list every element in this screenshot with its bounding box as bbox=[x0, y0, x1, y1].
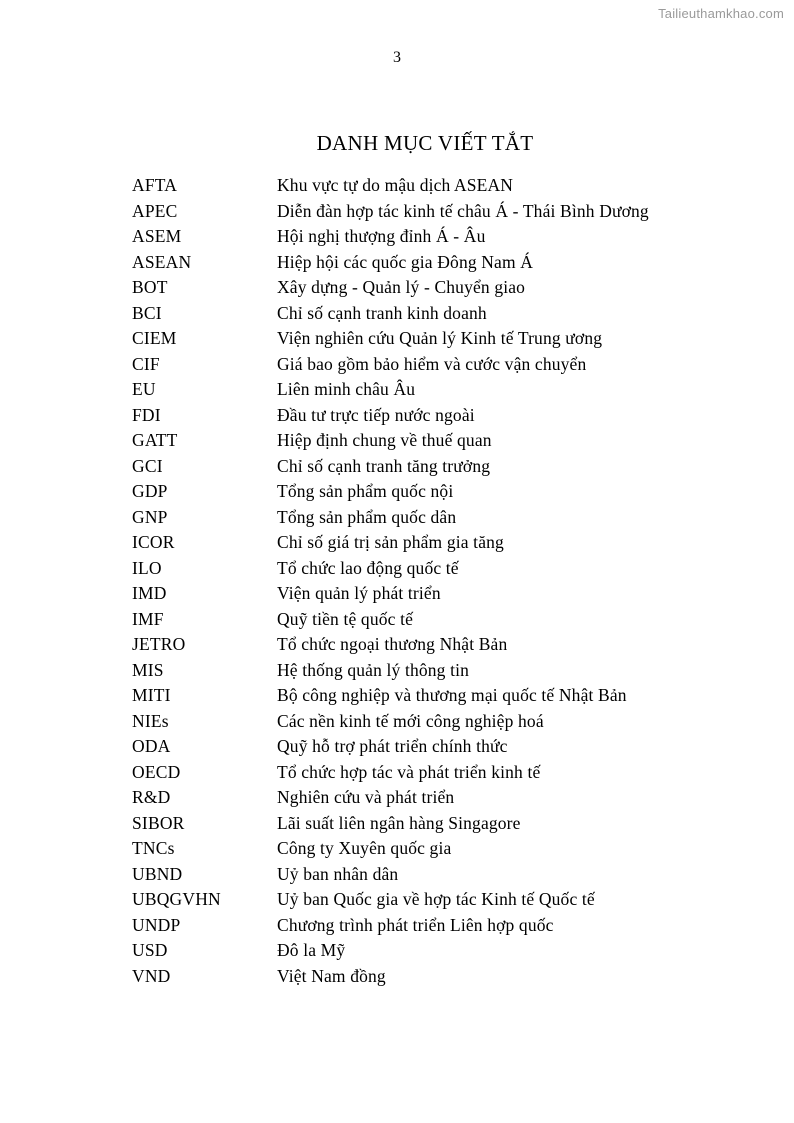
abbreviation-code: IMF bbox=[132, 608, 164, 629]
abbreviation-meaning: Uỷ ban nhân dân bbox=[277, 863, 399, 884]
abbreviation-meaning: Việt Nam đồng bbox=[277, 965, 386, 986]
abbreviation-row bbox=[132, 301, 772, 327]
abbreviation-row bbox=[132, 734, 772, 760]
page-title: DANH MỤC VIẾT TẮT bbox=[316, 131, 534, 155]
abbreviation-row bbox=[132, 632, 772, 658]
abbreviation-meaning: Viện quản lý phát triển bbox=[277, 583, 441, 603]
abbreviation-row bbox=[132, 785, 772, 811]
abbreviation-row bbox=[132, 377, 772, 403]
abbreviation-row bbox=[132, 530, 772, 556]
abbreviation-meaning: Đầu tư trực tiếp nước ngoài bbox=[277, 404, 475, 425]
abbreviation-code: MITI bbox=[132, 685, 171, 705]
abbreviation-row bbox=[132, 964, 772, 990]
abbreviation-row bbox=[132, 250, 772, 276]
abbreviation-row bbox=[132, 836, 772, 862]
abbreviation-row bbox=[132, 760, 772, 786]
abbreviation-row bbox=[132, 428, 772, 454]
abbreviation-row bbox=[132, 479, 772, 505]
abbreviation-code: UBQGVHN bbox=[132, 889, 221, 909]
abbreviation-meaning: Tổng sản phẩm quốc dân bbox=[277, 506, 457, 527]
abbreviation-row bbox=[132, 352, 772, 378]
abbreviation-code: AFTA bbox=[132, 175, 178, 195]
abbreviation-code: CIEM bbox=[132, 328, 177, 348]
abbreviation-meaning: Tổ chức hợp tác và phát triển kinh tế bbox=[277, 761, 541, 782]
abbreviation-code: FDI bbox=[132, 404, 161, 425]
abbreviation-row bbox=[132, 199, 772, 225]
abbreviation-code: GATT bbox=[132, 430, 178, 450]
page-number: 3 bbox=[393, 49, 401, 66]
abbreviation-code: BCI bbox=[132, 302, 162, 323]
abbreviation-meaning: Khu vực tự do mậu dịch ASEAN bbox=[277, 175, 514, 195]
abbreviation-row bbox=[132, 454, 772, 480]
abbreviation-meaning: Quỹ hỗ trợ phát triển chính thức bbox=[277, 736, 508, 756]
abbreviation-code: EU bbox=[132, 379, 156, 399]
abbreviation-code: TNCs bbox=[132, 838, 175, 858]
abbreviation-code: R&D bbox=[132, 787, 171, 807]
abbreviation-meaning: Hiệp hội các quốc gia Đông Nam Á bbox=[277, 251, 534, 272]
watermark-text: Tailieuthamkhao.com bbox=[658, 6, 784, 21]
abbreviation-row bbox=[132, 938, 772, 964]
abbreviation-code: ILO bbox=[132, 557, 162, 578]
abbreviation-code: CIF bbox=[132, 353, 160, 374]
abbreviation-meaning: Hệ thống quản lý thông tin bbox=[277, 659, 470, 680]
abbreviation-row bbox=[132, 658, 772, 684]
abbreviation-code: USD bbox=[132, 940, 168, 960]
abbreviation-meaning: Các nền kinh tế mới công nghiệp hoá bbox=[277, 710, 544, 731]
abbreviation-meaning: Công ty Xuyên quốc gia bbox=[277, 838, 452, 858]
abbreviation-meaning: Tổng sản phẩm quốc nội bbox=[277, 481, 454, 501]
abbreviation-row bbox=[132, 709, 772, 735]
abbreviation-meaning: Liên minh châu Âu bbox=[277, 379, 416, 399]
abbreviation-code: SIBOR bbox=[132, 812, 185, 833]
abbreviation-meaning: Chỉ số cạnh tranh kinh doanh bbox=[277, 302, 487, 323]
abbreviation-code: ICOR bbox=[132, 532, 175, 552]
abbreviation-row bbox=[132, 581, 772, 607]
abbreviation-meaning: Diễn đàn hợp tác kinh tế châu Á - Thái Bình Dương bbox=[277, 200, 649, 221]
abbreviation-meaning: Bộ công nghiệp và thương mại quốc tế Nhật Bản bbox=[277, 685, 627, 705]
abbreviation-row bbox=[132, 403, 772, 429]
abbreviation-code: VND bbox=[132, 965, 171, 986]
abbreviation-code: ASEM bbox=[132, 226, 182, 246]
abbreviation-meaning: Tổ chức ngoại thương Nhật Bản bbox=[277, 634, 508, 654]
abbreviation-meaning: Hiệp định chung về thuế quan bbox=[277, 430, 492, 450]
abbreviation-row bbox=[132, 173, 772, 199]
abbreviation-code: UNDP bbox=[132, 914, 181, 935]
abbreviation-code: MIS bbox=[132, 659, 164, 680]
abbreviation-meaning: Nghiên cứu và phát triển bbox=[277, 787, 455, 807]
abbreviation-meaning: Lãi suất liên ngân hàng Singagore bbox=[277, 812, 521, 833]
abbreviation-meaning: Uỷ ban Quốc gia về hợp tác Kinh tế Quốc tế bbox=[277, 889, 595, 909]
abbreviation-code: OECD bbox=[132, 761, 181, 782]
abbreviation-row bbox=[132, 275, 772, 301]
abbreviation-code: APEC bbox=[132, 200, 178, 221]
abbreviation-code: ASEAN bbox=[132, 251, 192, 272]
abbreviation-row bbox=[132, 683, 772, 709]
abbreviation-row bbox=[132, 913, 772, 939]
abbreviation-meaning: Chương trình phát triển Liên hợp quốc bbox=[277, 914, 554, 935]
abbreviation-meaning: Giá bao gồm bảo hiểm và cước vận chuyển bbox=[277, 353, 587, 374]
abbreviation-list bbox=[132, 173, 772, 989]
abbreviation-row bbox=[132, 607, 772, 633]
abbreviation-meaning: Đô la Mỹ bbox=[277, 940, 346, 960]
abbreviation-row bbox=[132, 224, 772, 250]
abbreviation-row bbox=[132, 862, 772, 888]
abbreviation-code: BOT bbox=[132, 277, 168, 297]
abbreviation-code: GCI bbox=[132, 455, 163, 476]
abbreviation-row bbox=[132, 811, 772, 837]
abbreviation-meaning: Hội nghị thượng đỉnh Á - Âu bbox=[277, 226, 486, 246]
abbreviation-row bbox=[132, 505, 772, 531]
abbreviation-meaning: Chỉ số giá trị sản phẩm gia tăng bbox=[277, 532, 504, 552]
abbreviation-meaning: Tổ chức lao động quốc tế bbox=[277, 557, 459, 578]
abbreviation-code: UBND bbox=[132, 863, 183, 884]
abbreviation-code: NIEs bbox=[132, 710, 169, 731]
abbreviation-row bbox=[132, 326, 772, 352]
abbreviation-meaning: Viện nghiên cứu Quản lý Kinh tế Trung ương bbox=[277, 328, 603, 348]
abbreviation-code: JETRO bbox=[132, 634, 186, 654]
abbreviation-code: GNP bbox=[132, 506, 168, 527]
abbreviation-code: ODA bbox=[132, 736, 171, 756]
abbreviation-code: GDP bbox=[132, 481, 168, 501]
abbreviation-row bbox=[132, 556, 772, 582]
abbreviation-row bbox=[132, 887, 772, 913]
abbreviation-code: IMD bbox=[132, 583, 167, 603]
abbreviation-meaning: Quỹ tiền tệ quốc tế bbox=[277, 608, 414, 629]
abbreviation-meaning: Chỉ số cạnh tranh tăng trưởng bbox=[277, 455, 491, 476]
abbreviation-meaning: Xây dựng - Quản lý - Chuyển giao bbox=[277, 277, 526, 297]
